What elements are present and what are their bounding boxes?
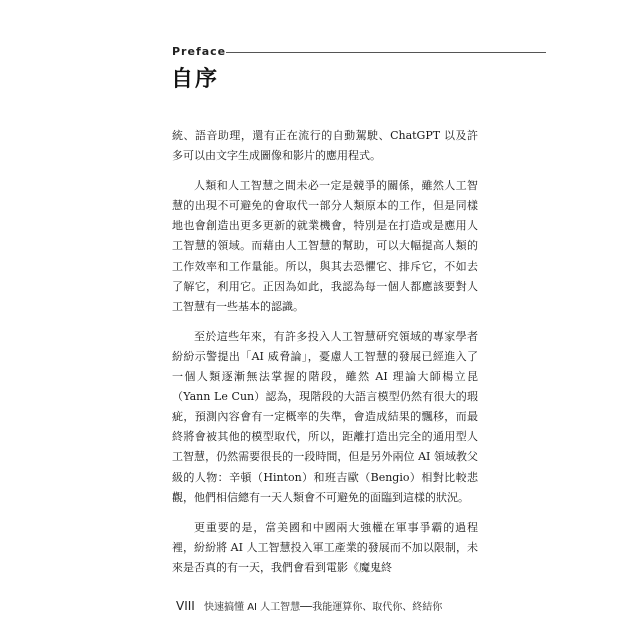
body-text bbox=[172, 126, 478, 588]
page-footer bbox=[176, 598, 442, 613]
header-divider bbox=[226, 52, 546, 53]
paragraph: 更重要的是，當美國和中國兩大強權在軍事爭霸的過程裡，紛紛將 AI 人工智慧投入軍工產業的發展而不加以限制，未來是否真的有一天，我們會看到電影《魔鬼終 bbox=[172, 520, 478, 574]
page-number: VIII bbox=[176, 599, 195, 613]
paragraph: 至於這些年來，有許多投入人工智慧研究領域的專家學者紛紛示警提出「AI 威脅論」，憂慮人工智慧的發展已經進入了一個人類逐漸無法掌握的階段，雖然 AI 理論大師楊立昆（Yann Le Cun）認為，現階段的大語言模型仍然有很大的瑕疵，預測內容會有一定概率的失準，會造成結果的飄移，而最終將會被其他的模型取代，所以，距離打造出完全的通用型人工智慧，仍然需要很長的一段時間，但是另外兩位 AI 領域教父級的人物：辛頓（Hinton）和班吉歐（Bengio）相對比較悲觀，他們相信總有一天人類會不可避免的面臨到這樣的狀況。 bbox=[172, 329, 478, 504]
running-title: 快速搞懂 AI 人工智慧──我能運算你、取代你、終結你 bbox=[204, 602, 443, 613]
paragraph-continued: 統、語音助理，還有正在流行的自動駕駛、ChatGPT 以及許多可以由文字生成圖像和影片的應用程式。 bbox=[172, 129, 478, 163]
paragraph: 人類和人工智慧之間未必一定是競爭的關係，雖然人工智慧的出現不可避免的會取代一部分人類原本的工作，但是同樣地也會創造出更多更新的就業機會，特別是在打造或是應用人工智慧的領域。而藉由人工智慧的幫助，可以大幅提高人類的工作效率和工作量能。所以，與其去恐懼它、排斥它，不如去了解它，利用它。正因為如此，我認為每一個人都應該要對人工智慧有一些基本的認識。 bbox=[172, 179, 478, 313]
section-label: Preface bbox=[172, 45, 227, 58]
page-title: 自序 bbox=[171, 67, 220, 92]
